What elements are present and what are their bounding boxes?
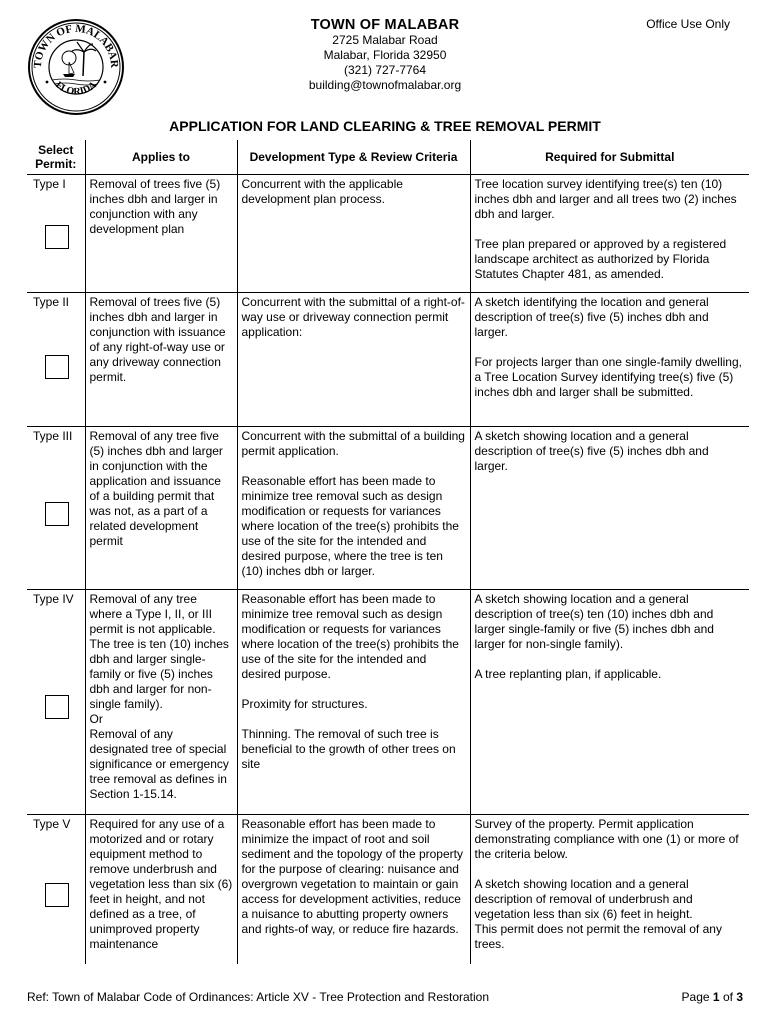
- criteria-paragraph: Concurrent with the submittal of a right-of-way use or driveway connection permit application:: [241, 294, 465, 339]
- table-header-row: [27, 140, 749, 174]
- submittal-paragraph: A sketch identifying the location and general description of tree(s) five (5) inches dbh and larger.: [474, 294, 709, 339]
- permit-type-label: Type I: [33, 176, 66, 191]
- page-number: 1: [712, 990, 720, 1004]
- office-use-label: Office Use Only: [646, 17, 730, 31]
- criteria-cell: [237, 292, 470, 426]
- page-title: APPLICATION FOR LAND CLEARING & TREE REMOVAL PERMIT: [169, 118, 601, 134]
- of-word: of: [722, 990, 733, 1004]
- applies-to-cell: Removal of trees five (5) inches dbh and larger in conjunction with any development plan: [85, 174, 237, 292]
- criteria-cell: [237, 426, 470, 589]
- table-row: [27, 426, 749, 589]
- permit-type-cell: [27, 589, 85, 814]
- table-row: [27, 292, 749, 426]
- criteria-paragraph: Concurrent with the submittal of a building permit application.: [241, 428, 465, 458]
- submittal-paragraph: Tree location survey identifying tree(s) ten (10) inches dbh and larger and all trees two (2) inches dbh and larger.: [474, 176, 737, 221]
- code-reference: Ref: Town of Malabar Code of Ordinances: Article XV - Tree Protection and Restoration: [27, 990, 490, 1004]
- criteria-cell: [237, 589, 470, 814]
- permit-checkbox[interactable]: [45, 225, 69, 249]
- submittal-paragraph: Survey of the property. Permit application demonstrating compliance with one (1) or more of the criteria below.: [474, 816, 739, 861]
- permit-checkbox[interactable]: [45, 355, 69, 379]
- header-submittal: Required for Submittal: [470, 140, 749, 174]
- page-word: Page: [681, 990, 710, 1004]
- address-line-1: 2725 Malabar Road: [332, 33, 438, 47]
- submittal-cell: [470, 589, 749, 814]
- table-row: [27, 814, 749, 964]
- permit-checkbox[interactable]: [45, 883, 69, 907]
- letterhead: [0, 17, 770, 93]
- town-name: TOWN OF MALABAR: [310, 17, 460, 33]
- submittal-cell: [470, 426, 749, 589]
- permit-type-label: Type III: [33, 428, 73, 443]
- page-total: 3: [736, 990, 743, 1004]
- table-row: [27, 174, 749, 292]
- submittal-paragraph: A tree replanting plan, if applicable.: [474, 666, 662, 681]
- criteria-paragraph: Thinning. The removal of such tree is beneficial to the growth of other trees on site: [241, 726, 456, 771]
- page-indicator: [682, 990, 743, 1004]
- criteria-paragraph: Reasonable effort has been made to minimize tree removal such as design modification or requests for variances where location of the tree(s) prohibits the use of the site for the intended and desired purpose, where the tree is ten (10) inches dbh or larger.: [241, 473, 459, 578]
- header-select-permit: Select Permit:: [35, 142, 77, 171]
- seal-top-text: TOWN OF MALABAR: [31, 22, 121, 69]
- applies-to-cell: Required for any use of a motorized and or rotary equipment method to remove underbrush and vegetation less than six (6) feet in height, and not defined as a tree, of unimproved property maintenance: [85, 814, 237, 964]
- submittal-cell: [470, 292, 749, 426]
- applies-to-cell: Removal of any tree where a Type I, II, or III permit is not applicable. The tree is ten (10) inches dbh and larger single-family or five (5) inches dbh and larger for non-single family). Or Removal of any designated tree of special significance or emergency tree removal as defines in Section 1-15.14.: [85, 589, 237, 814]
- criteria-paragraph: Concurrent with the applicable development plan process.: [241, 176, 403, 206]
- permit-type-cell: [27, 292, 85, 426]
- header-applies-to: Applies to: [85, 140, 237, 174]
- applies-to-cell: Removal of any tree five (5) inches dbh and larger in conjunction with the application and issuance of a building permit that was not, as a part of a related development permit: [85, 426, 237, 589]
- criteria-cell: [237, 174, 470, 292]
- permit-type-cell: [27, 814, 85, 964]
- email-address[interactable]: building@townofmalabar.org: [308, 78, 462, 92]
- submittal-paragraph: A sketch showing location and a general description of tree(s) ten (10) inches dbh and larger single-family or five (5) inches dbh and larger for non-single family).: [474, 591, 714, 651]
- submittal-cell: [470, 174, 749, 292]
- permit-table: [27, 140, 749, 964]
- criteria-paragraph: Proximity for structures.: [241, 696, 368, 711]
- permit-type-label: Type V: [33, 816, 71, 831]
- submittal-paragraph: For projects larger than one single-family dwelling, a Tree Location Survey identifying tree(s) five (5) inches dbh and larger shall be submitted.: [474, 354, 742, 399]
- address-line-2: Malabar, Florida 32950: [323, 48, 447, 62]
- permit-type-cell: [27, 426, 85, 589]
- seal-bottom-text: FLORIDA: [53, 79, 99, 98]
- permit-type-label: Type IV: [33, 591, 74, 606]
- criteria-paragraph: Reasonable effort has been made to minimize the impact of root and soil sediment and the topology of the property for the purpose of clearing: nuisance and overgrown vegetation to maintain or gain access for development activities, reduce a nuisance to abutting property owners and rights-of way, or reduce fire hazards.: [241, 816, 463, 936]
- permit-checkbox[interactable]: [45, 695, 69, 719]
- phone-number: (321) 727-7764: [343, 63, 427, 77]
- permit-type-label: Type II: [33, 294, 70, 309]
- criteria-cell: [237, 814, 470, 964]
- permit-type-cell: [27, 174, 85, 292]
- submittal-paragraph: A sketch showing location and a general description of removal of underbrush and vegetation less than six (6) feet in height. This permit does not permit the removal of any trees.: [474, 876, 722, 951]
- submittal-paragraph: A sketch showing location and a general description of tree(s) five (5) inches dbh and larger.: [474, 428, 709, 473]
- criteria-paragraph: Reasonable effort has been made to minimize tree removal such as design modification or requests for variances where location of the tree(s) prohibits the use of the site for the intended and desired purpose.: [241, 591, 459, 681]
- submittal-paragraph: Tree plan prepared or approved by a registered landscape architect as authorized by Florida Statutes Chapter 481, as amended.: [474, 236, 727, 281]
- submittal-cell: [470, 814, 749, 964]
- permit-checkbox[interactable]: [45, 502, 69, 526]
- table-row: [27, 589, 749, 814]
- header-criteria: Development Type & Review Criteria: [237, 140, 470, 174]
- applies-to-cell: Removal of trees five (5) inches dbh and larger in conjunction with issuance of any right-of-way use or any driveway connection permit.: [85, 292, 237, 426]
